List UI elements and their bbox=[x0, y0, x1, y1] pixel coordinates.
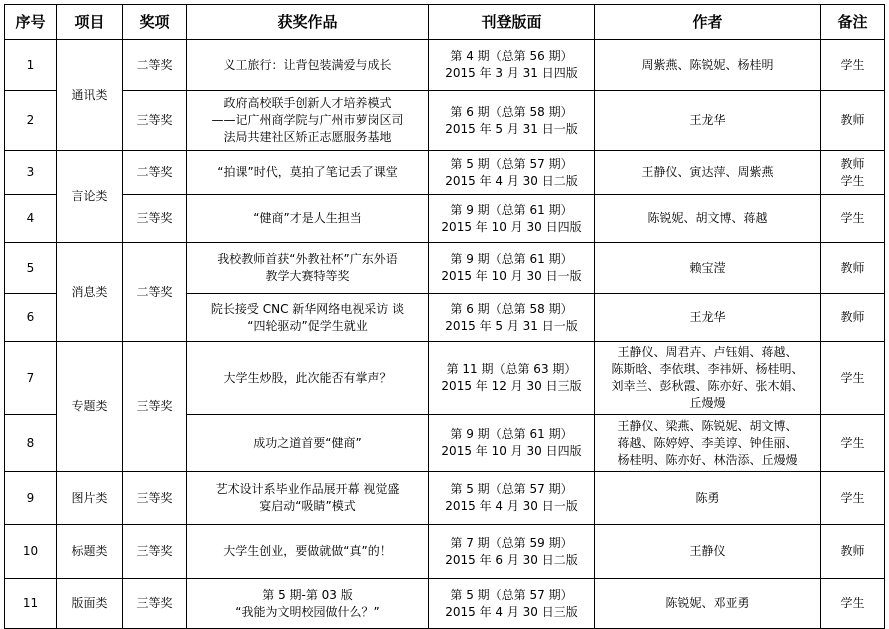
pub-issue: 第 6 期（总第 58 期） bbox=[450, 104, 573, 119]
row-work bbox=[187, 579, 429, 629]
row-category: 通讯类 bbox=[57, 40, 123, 151]
authors-line: 杨桂明、陈亦好、林浩添、丘熳熳 bbox=[617, 452, 798, 467]
row-serial: 11 bbox=[5, 579, 57, 629]
authors-line: 陈锐妮、胡文博、蒋越 bbox=[647, 211, 768, 225]
pub-date: 2015 年 4 月 30 日二版 bbox=[445, 173, 578, 188]
row-award: 二等奖 bbox=[123, 243, 187, 342]
row-award: 三等奖 bbox=[123, 342, 187, 472]
pub-issue: 第 9 期（总第 61 期） bbox=[450, 252, 573, 266]
row-serial: 7 bbox=[5, 342, 57, 415]
table-row bbox=[5, 40, 885, 91]
row-work bbox=[187, 91, 429, 151]
pub-issue: 第 11 期（总第 63 期） bbox=[446, 362, 577, 376]
row-note bbox=[821, 579, 885, 629]
work-line: 大学生创业，要做就做“真”的！ bbox=[223, 544, 392, 558]
header-authors: 作者 bbox=[595, 5, 821, 40]
authors-line: 周紫燕、陈锐妮、杨桂明 bbox=[641, 57, 774, 72]
authors-line: 陈斯晗、李依琪、李祎妍、杨桂明、 bbox=[611, 362, 804, 376]
row-note bbox=[821, 243, 885, 294]
pub-date: 2015 年 4 月 30 日一版 bbox=[445, 499, 578, 513]
row-note bbox=[821, 342, 885, 415]
row-publication bbox=[429, 40, 595, 91]
row-award: 三等奖 bbox=[123, 472, 187, 525]
table-row bbox=[5, 243, 885, 294]
note-line: 学生 bbox=[840, 596, 865, 610]
row-category: 图片类 bbox=[57, 472, 123, 525]
row-serial: 3 bbox=[5, 151, 57, 195]
authors-line: 王龙华 bbox=[689, 310, 726, 324]
pub-date: 2015 年 5 月 31 日一版 bbox=[445, 318, 578, 333]
note-line: 学生 bbox=[840, 370, 865, 385]
authors-line: 蒋越、陈婷婷、李美谆、钟佳丽、 bbox=[617, 435, 798, 450]
work-line: ——记广州商学院与广州市萝岗区司 bbox=[211, 113, 404, 127]
pub-issue: 第 9 期（总第 61 期） bbox=[450, 427, 573, 441]
authors-line: 王龙华 bbox=[689, 113, 726, 127]
work-line: 大学生炒股，此次能否有掌声？ bbox=[223, 370, 392, 385]
row-note bbox=[821, 151, 885, 195]
row-award: 三等奖 bbox=[123, 579, 187, 629]
work-line: 教学大赛特等奖 bbox=[265, 269, 350, 283]
row-work bbox=[187, 294, 429, 342]
row-authors bbox=[595, 579, 821, 629]
pub-issue: 第 7 期（总第 59 期） bbox=[450, 535, 573, 550]
row-serial: 9 bbox=[5, 472, 57, 525]
work-line: “四轮驱动”促学生就业 bbox=[247, 318, 368, 333]
row-serial: 2 bbox=[5, 91, 57, 151]
row-publication bbox=[429, 472, 595, 525]
pub-date: 2015 年 10 月 30 日四版 bbox=[441, 444, 582, 458]
work-line: “健商”才是人生担当 bbox=[253, 211, 362, 225]
note-line: 教师 bbox=[840, 310, 865, 324]
work-line: 我校教师首获“外教社杯”广东外语 bbox=[217, 252, 398, 266]
row-authors bbox=[595, 472, 821, 525]
row-authors bbox=[595, 40, 821, 91]
table-row bbox=[5, 579, 885, 629]
pub-issue: 第 6 期（总第 58 期） bbox=[450, 301, 573, 316]
row-work bbox=[187, 525, 429, 579]
row-work bbox=[187, 40, 429, 91]
row-award: 三等奖 bbox=[123, 91, 187, 151]
header-serial: 序号 bbox=[5, 5, 57, 40]
row-note bbox=[821, 294, 885, 342]
work-line: 院长接受 CNC 新华网络电视采访 谈 bbox=[210, 301, 405, 316]
work-line: 成功之道首要“健商” bbox=[253, 435, 362, 450]
row-note bbox=[821, 472, 885, 525]
header-row bbox=[5, 5, 885, 40]
work-line: 宴启动“吸睛”模式 bbox=[259, 499, 356, 513]
authors-line: 王静仪、周君卉、卢钰娟、蒋越、 bbox=[617, 345, 798, 359]
pub-issue: 第 4 期（总第 56 期） bbox=[450, 49, 573, 63]
row-publication bbox=[429, 415, 595, 472]
row-publication bbox=[429, 243, 595, 294]
row-note bbox=[821, 525, 885, 579]
work-line: “我能为文明校园做什么？” bbox=[235, 604, 380, 619]
header-note: 备注 bbox=[821, 5, 885, 40]
authors-line: 陈锐妮、邓亚勇 bbox=[665, 596, 750, 610]
row-publication bbox=[429, 525, 595, 579]
table-row bbox=[5, 91, 885, 151]
note-line: 学生 bbox=[840, 173, 865, 188]
authors-line: 王静仪、梁燕、陈锐妮、胡文博、 bbox=[617, 418, 798, 433]
row-publication bbox=[429, 91, 595, 151]
row-publication bbox=[429, 294, 595, 342]
row-publication bbox=[429, 579, 595, 629]
note-line: 学生 bbox=[840, 435, 865, 450]
row-work bbox=[187, 415, 429, 472]
authors-line: 赖宝滢 bbox=[689, 260, 726, 275]
row-category: 版面类 bbox=[57, 579, 123, 629]
row-category: 标题类 bbox=[57, 525, 123, 579]
row-award: 二等奖 bbox=[123, 151, 187, 195]
row-authors bbox=[595, 243, 821, 294]
work-line: “拍课”时代，莫拍了笔记丢了课堂 bbox=[217, 165, 398, 179]
row-authors bbox=[595, 415, 821, 472]
pub-date: 2015 年 6 月 30 日二版 bbox=[445, 552, 578, 567]
row-category: 言论类 bbox=[57, 151, 123, 243]
row-publication bbox=[429, 151, 595, 195]
table-row bbox=[5, 472, 885, 525]
row-authors bbox=[595, 525, 821, 579]
work-line: 第 5 期-第 03 版 bbox=[262, 587, 353, 602]
note-line: 学生 bbox=[840, 490, 865, 505]
note-line: 学生 bbox=[840, 211, 865, 225]
row-authors bbox=[595, 294, 821, 342]
row-authors bbox=[595, 151, 821, 195]
pub-date: 2015 年 5 月 31 日一版 bbox=[445, 121, 578, 136]
note-line: 教师 bbox=[840, 156, 865, 171]
row-note bbox=[821, 195, 885, 243]
note-line: 学生 bbox=[840, 57, 865, 72]
row-serial: 10 bbox=[5, 525, 57, 579]
row-serial: 8 bbox=[5, 415, 57, 472]
table-row bbox=[5, 195, 885, 243]
row-award: 三等奖 bbox=[123, 195, 187, 243]
row-work bbox=[187, 243, 429, 294]
table-row bbox=[5, 151, 885, 195]
row-authors bbox=[595, 91, 821, 151]
table-row bbox=[5, 342, 885, 415]
authors-line: 刘幸兰、彭秋霞、陈亦好、张木娟、 bbox=[611, 379, 804, 393]
header-award: 奖项 bbox=[123, 5, 187, 40]
work-line: 政府高校联手创新人才培养模式 bbox=[223, 96, 392, 110]
row-serial: 6 bbox=[5, 294, 57, 342]
pub-date: 2015 年 12 月 30 日三版 bbox=[441, 379, 582, 393]
row-note bbox=[821, 40, 885, 91]
row-serial: 4 bbox=[5, 195, 57, 243]
row-work bbox=[187, 195, 429, 243]
header-category: 项目 bbox=[57, 5, 123, 40]
authors-line: 丘熳熳 bbox=[689, 396, 726, 410]
row-work bbox=[187, 151, 429, 195]
pub-issue: 第 5 期（总第 57 期） bbox=[450, 156, 573, 171]
row-award: 二等奖 bbox=[123, 40, 187, 91]
row-authors bbox=[595, 342, 821, 415]
header-work: 获奖作品 bbox=[187, 5, 429, 40]
row-work bbox=[187, 472, 429, 525]
row-category: 消息类 bbox=[57, 243, 123, 342]
row-publication bbox=[429, 342, 595, 415]
row-serial: 5 bbox=[5, 243, 57, 294]
work-line: 义工旅行：让背包装满爱与成长 bbox=[223, 57, 392, 72]
pub-date: 2015 年 10 月 30 日四版 bbox=[441, 219, 582, 234]
awards-table bbox=[4, 4, 885, 629]
row-publication bbox=[429, 195, 595, 243]
note-line: 教师 bbox=[840, 544, 865, 558]
row-category: 专题类 bbox=[57, 342, 123, 472]
note-line: 教师 bbox=[840, 260, 865, 275]
pub-issue: 第 5 期（总第 57 期） bbox=[450, 587, 573, 602]
row-note bbox=[821, 91, 885, 151]
authors-line: 陈勇 bbox=[695, 490, 720, 505]
pub-date: 2015 年 10 月 30 日一版 bbox=[441, 269, 582, 283]
table-row bbox=[5, 525, 885, 579]
pub-date: 2015 年 4 月 30 日三版 bbox=[445, 604, 578, 619]
row-note bbox=[821, 415, 885, 472]
header-publication: 刊登版面 bbox=[429, 5, 595, 40]
pub-issue: 第 9 期（总第 61 期） bbox=[450, 202, 573, 217]
pub-date: 2015 年 3 月 31 日四版 bbox=[445, 66, 578, 80]
row-award: 三等奖 bbox=[123, 525, 187, 579]
work-line: 法局共建社区矫正志愿服务基地 bbox=[223, 130, 392, 144]
note-line: 教师 bbox=[840, 113, 865, 127]
work-line: 艺术设计系毕业作品展开幕 视觉盛 bbox=[215, 482, 400, 496]
authors-line: 王静仪 bbox=[689, 544, 726, 558]
pub-issue: 第 5 期（总第 57 期） bbox=[450, 482, 573, 496]
row-authors bbox=[595, 195, 821, 243]
row-work bbox=[187, 342, 429, 415]
authors-line: 王静仪、寅达萍、周紫燕 bbox=[641, 165, 774, 179]
row-serial: 1 bbox=[5, 40, 57, 91]
